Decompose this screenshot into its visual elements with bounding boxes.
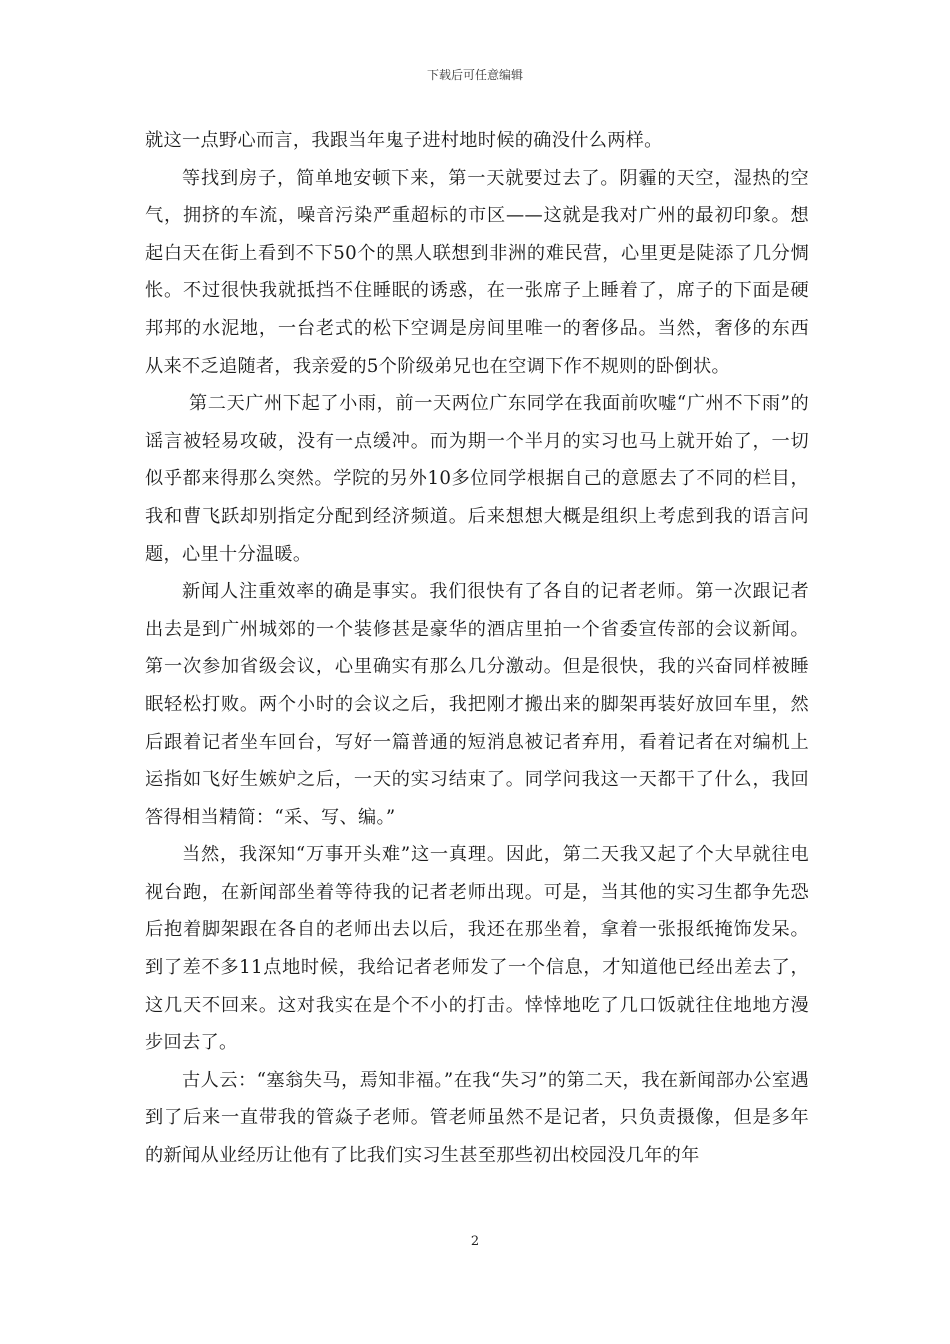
paragraph-6: 古人云：“塞翁失马，焉知非福。”在我“失习”的第二天，我在新闻部办公室遇到了后来一直带我的管焱子老师。管老师虽然不是记者，只负责摄像，但是多年的新闻从业经历让他有了比我们实习生甚至那些初出校园没几年的年 (145, 1069, 809, 1167)
document-body (145, 122, 809, 1175)
paragraph-2: 等找到房子，简单地安顿下来，第一天就要过去了。阴霾的天空，湿热的空气，拥挤的车流，噪音污染严重超标的市区——这就是我对广州的最初印象。想起白天在街上看到不下50个的黑人联想到非洲的难民营，心里更是陡添了几分惆怅。不过很快我就抵挡不住睡眠的诱惑，在一张席子上睡着了，席子的下面是硬邦邦的水泥地，一台老式的松下空调是房间里唯一的奢侈品。当然，奢侈的东西从来不乏追随者，我亲爱的5个阶级弟兄也在空调下作不规则的卧倒状。 (145, 167, 809, 377)
page-number: 2 (470, 1234, 480, 1249)
paragraph-1: 就这一点野心而言，我跟当年鬼子进村地时候的确没什么两样。 (145, 130, 663, 151)
paragraph-4: 新闻人注重效率的确是事实。我们很快有了各自的记者老师。第一次跟记者出去是到广州城郊的一个装修甚是豪华的酒店里拍一个省委宣传部的会议新闻。第一次参加省级会议，心里确实有那么几分激动。但是很快，我的兴奋同样被睡眠轻松打败。两个小时的会议之后，我把刚才搬出来的脚架再装好放回车里，然后跟着记者坐车回台，写好一篇普通的短消息被记者弃用，看着记者在对编机上运指如飞好生嫉妒之后，一天的实习结束了。同学问我这一天都干了什么，我回答得相当精简：“采、写、编。” (145, 581, 809, 828)
paragraph-3: 第二天广州下起了小雨，前一天两位广东同学在我面前吹嘘“广州不下雨”的谣言被轻易攻破，没有一点缓冲。而为期一个半月的实习也马上就开始了，一切似乎都来得那么突然。学院的另外10多位同学根据自己的意愿去了不同的栏目，我和曹飞跃却别指定分配到经济频道。后来想想大概是组织上考虑到我的语言问题，心里十分温暖。 (145, 393, 809, 565)
paragraph-5: 当然，我深知“万事开头难”这一真理。因此，第二天我又起了个大早就往电视台跑，在新闻部坐着等待我的记者老师出现。可是，当其他的实习生都争先恐后抱着脚架跟在各自的老师出去以后，我还在那坐着，拿着一张报纸掩饰发呆。到了差不多11点地时候，我给记者老师发了一个信息，才知道他已经出差去了，这几天不回来。这对我实在是个不小的打击。悻悻地吃了几口饭就往住地地方漫步回去了。 (145, 844, 809, 1054)
page-header: 下载后可任意编辑 (426, 68, 523, 82)
